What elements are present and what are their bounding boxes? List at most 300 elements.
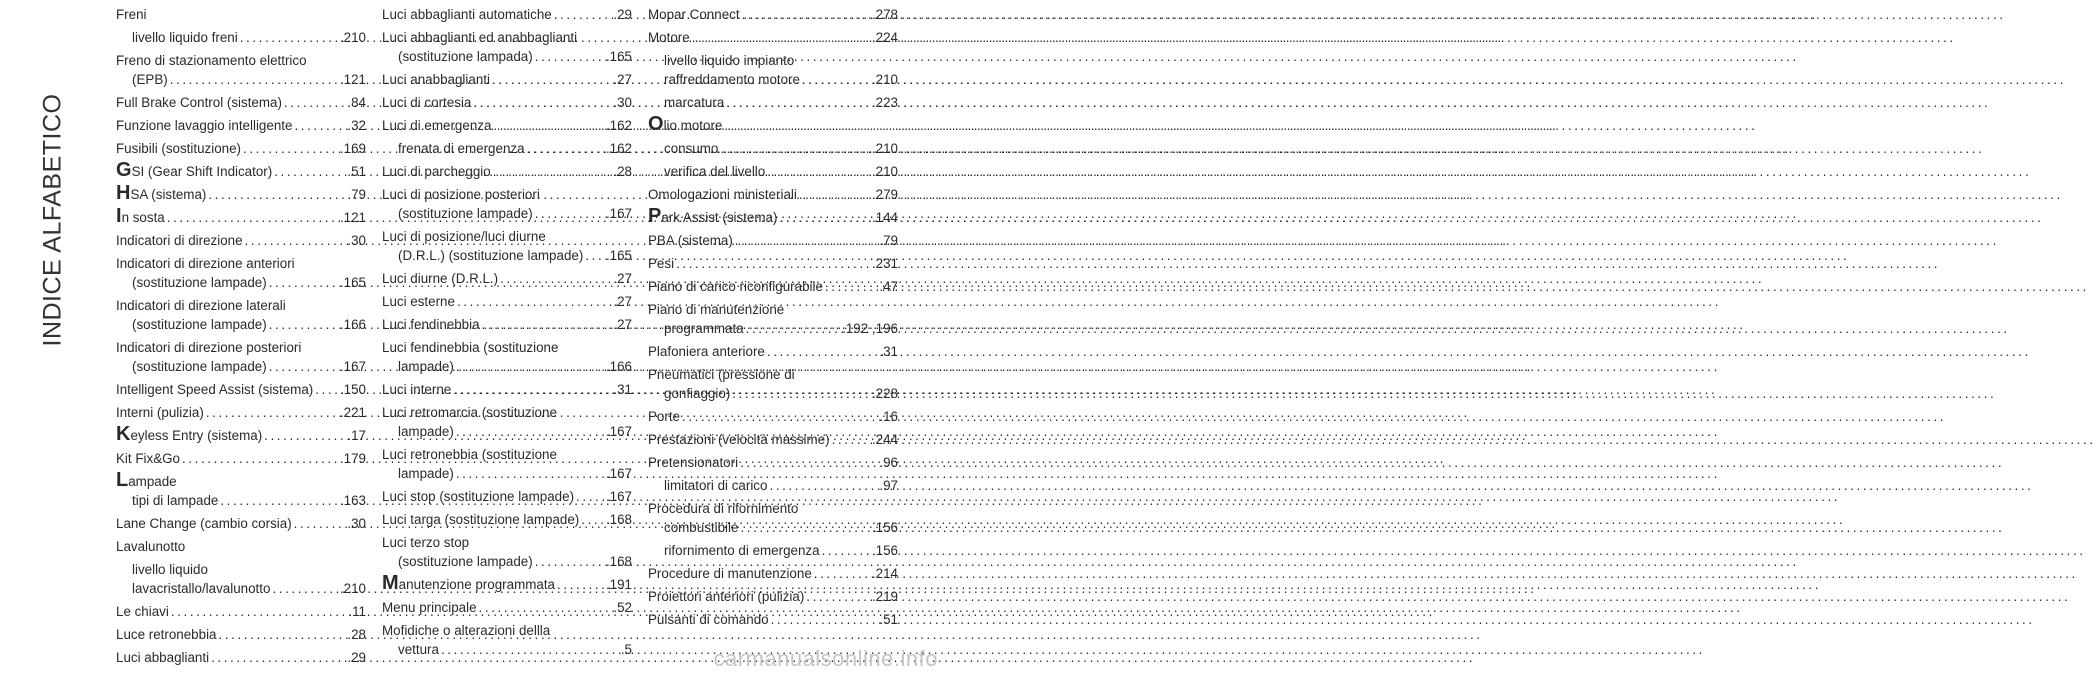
index-line xyxy=(648,93,898,112)
index-entry xyxy=(648,300,898,338)
index-line xyxy=(382,292,632,311)
index-line xyxy=(116,254,366,273)
entry-label: Luci abbaglianti automatiche xyxy=(382,7,552,22)
page-number: .278 xyxy=(871,7,898,22)
index-line xyxy=(648,453,898,472)
entry-text xyxy=(116,648,209,667)
dot-leader xyxy=(525,139,606,158)
index-entry xyxy=(116,423,366,445)
index-entry xyxy=(116,5,366,24)
index-entry xyxy=(116,51,366,89)
dot-leader xyxy=(206,185,347,204)
entry-text xyxy=(116,514,292,533)
page-number: .17 xyxy=(347,428,366,443)
entry-text xyxy=(116,51,307,70)
index-entry xyxy=(116,648,366,667)
entry-text xyxy=(382,572,555,594)
page-number: .47 xyxy=(879,279,898,294)
index-entry xyxy=(382,533,632,571)
index-line xyxy=(648,254,898,273)
dot-leader xyxy=(209,648,347,667)
index-line xyxy=(116,560,366,579)
index-line xyxy=(116,28,366,47)
entry-label: Piano di manutenzione xyxy=(648,302,785,317)
entry-text xyxy=(648,564,812,583)
entry-text xyxy=(398,552,533,571)
entry-label: (sostituzione lampade) xyxy=(132,317,267,332)
entry-text xyxy=(382,269,498,288)
index-entry xyxy=(116,116,366,135)
page-number: .167 xyxy=(605,206,632,221)
page-number: .27 xyxy=(613,271,632,286)
entry-text xyxy=(116,537,185,556)
index-line xyxy=(382,357,632,376)
section-initial: G xyxy=(116,159,132,181)
index-line xyxy=(116,231,366,250)
index-entry xyxy=(116,93,366,112)
entry-label: ampade xyxy=(128,474,177,489)
entry-text xyxy=(648,499,798,518)
dot-leader xyxy=(267,273,340,292)
entry-label: Prestazioni (velocità massime) xyxy=(648,432,830,447)
index-entry xyxy=(116,602,366,621)
index-line xyxy=(382,47,632,66)
entry-text xyxy=(648,365,795,384)
index-entry xyxy=(648,564,898,583)
index-line xyxy=(382,640,632,659)
entry-label: Proiettori anteriori (pulizia) xyxy=(648,589,805,604)
dot-leader xyxy=(490,70,613,89)
entry-label: Plafoniera anteriore xyxy=(648,344,765,359)
entry-text xyxy=(116,5,147,24)
entry-label: Freni xyxy=(116,7,147,22)
index-column-2 xyxy=(382,5,632,663)
dot-leader xyxy=(238,28,340,47)
entry-text xyxy=(116,254,295,273)
index-line xyxy=(648,205,898,227)
page-number: .121 xyxy=(339,210,366,225)
entry-label: Full Brake Control (sistema) xyxy=(116,95,282,110)
dot-leader xyxy=(480,315,614,334)
index-column-1 xyxy=(116,5,366,671)
index-entry xyxy=(648,162,898,181)
page-number: .210 xyxy=(339,30,366,45)
dot-leader xyxy=(552,5,614,24)
page-number: .96 xyxy=(879,455,898,470)
entry-label: Intelligent Speed Assist (sistema) xyxy=(116,382,314,397)
index-line xyxy=(116,205,366,227)
entry-text xyxy=(116,449,180,468)
section-initial: L xyxy=(116,469,129,491)
dot-leader xyxy=(282,93,347,112)
index-line xyxy=(648,319,898,338)
entry-text xyxy=(648,231,733,250)
entry-text xyxy=(398,139,525,158)
dot-leader xyxy=(765,162,872,181)
page-number: .192 ,196 xyxy=(842,321,898,336)
index-entry xyxy=(648,185,898,204)
dot-leader xyxy=(733,231,880,250)
entry-text xyxy=(132,560,208,579)
entry-text xyxy=(132,315,267,334)
entry-text xyxy=(382,28,577,47)
page-number: .144 xyxy=(871,210,898,225)
dot-leader xyxy=(744,319,843,338)
dot-leader xyxy=(555,575,606,594)
index-line xyxy=(648,541,898,560)
index-line xyxy=(116,273,366,292)
dot-leader xyxy=(292,514,348,533)
entry-text xyxy=(664,476,767,495)
page-number: .52 xyxy=(613,600,632,615)
index-line xyxy=(382,464,632,483)
entry-label: (EPB) xyxy=(132,72,168,87)
index-line xyxy=(382,338,632,357)
index-entry xyxy=(648,541,898,560)
index-line xyxy=(116,139,366,158)
dot-leader xyxy=(454,464,606,483)
page-number: .51 xyxy=(879,612,898,627)
entry-label: consumo xyxy=(664,141,719,156)
section-initial: O xyxy=(648,113,664,135)
index-line xyxy=(382,162,632,181)
page-number: .29 xyxy=(347,650,366,665)
section-initial: I xyxy=(116,205,122,227)
dot-leader xyxy=(680,407,879,426)
index-column-3 xyxy=(648,5,898,633)
entry-label: Luci fendinebbia xyxy=(382,317,480,332)
dot-leader xyxy=(455,292,613,311)
index-entry xyxy=(116,403,366,422)
entry-label: anutenzione programmata xyxy=(398,577,555,592)
entry-label: Luci di cortesia xyxy=(382,95,472,110)
entry-text xyxy=(132,491,218,510)
index-line xyxy=(382,28,632,47)
index-line xyxy=(648,365,898,384)
entry-label: marcatura xyxy=(664,95,725,110)
index-entry xyxy=(116,514,366,533)
entry-text xyxy=(382,5,552,24)
dot-leader xyxy=(491,162,614,181)
entry-text xyxy=(382,185,540,204)
index-entry xyxy=(382,162,632,181)
dot-leader xyxy=(451,380,613,399)
entry-text xyxy=(398,464,454,483)
entry-label: Porte xyxy=(648,409,681,424)
index-line xyxy=(116,403,366,422)
entry-label: lampade) xyxy=(398,359,454,374)
index-line xyxy=(116,357,366,376)
index-entry xyxy=(382,403,632,441)
entry-label: (sostituzione lampade) xyxy=(132,275,267,290)
index-entry xyxy=(648,342,898,361)
index-entry xyxy=(116,338,366,376)
dot-leader xyxy=(243,231,348,250)
index-entry xyxy=(382,185,632,223)
entry-label: Luci retromarcia (sostituzione xyxy=(382,405,557,420)
entry-text xyxy=(382,380,451,399)
page-number: .163 xyxy=(339,493,366,508)
entry-label: Pesi xyxy=(648,256,675,271)
entry-label: Pretensionatori xyxy=(648,455,739,470)
entry-label: Luci targa (sostituzione lampade) xyxy=(382,512,580,527)
page-number: .32 xyxy=(347,118,366,133)
entry-text xyxy=(648,5,740,24)
entry-label: Luci interne xyxy=(382,382,452,397)
index-line xyxy=(116,469,366,491)
index-line xyxy=(382,70,632,89)
dot-leader xyxy=(769,610,880,629)
entry-label: Funzione lavaggio intelligente xyxy=(116,118,293,133)
index-entry xyxy=(382,269,632,288)
index-line xyxy=(382,204,632,223)
dot-leader xyxy=(765,342,880,361)
dot-leader xyxy=(204,403,340,422)
entry-text xyxy=(132,28,238,47)
section-initial: H xyxy=(116,182,131,204)
dot-leader xyxy=(272,162,347,181)
page-number: .30 xyxy=(613,95,632,110)
page-number: .28 xyxy=(347,627,366,642)
index-entry xyxy=(382,380,632,399)
dot-leader xyxy=(804,587,872,606)
page-number: .191 xyxy=(605,577,632,592)
index-entry xyxy=(116,469,366,510)
index-line xyxy=(648,231,898,250)
dot-leader xyxy=(454,422,606,441)
index-entry xyxy=(382,5,632,24)
entry-label: tipi di lampade xyxy=(132,493,219,508)
entry-text xyxy=(648,300,784,319)
entry-label: (sostituzione lampade) xyxy=(398,554,533,569)
index-line xyxy=(116,602,366,621)
entry-text xyxy=(398,47,533,66)
index-entry xyxy=(648,453,898,472)
dot-leader xyxy=(267,315,340,334)
index-entry xyxy=(382,292,632,311)
index-line xyxy=(116,423,366,445)
index-line xyxy=(382,5,632,24)
page-number: .79 xyxy=(879,233,898,248)
entry-label: livello liquido freni xyxy=(132,30,238,45)
entry-text xyxy=(382,116,491,135)
index-entry xyxy=(648,139,898,158)
index-line xyxy=(382,533,632,552)
page-number: .31 xyxy=(879,344,898,359)
page-number: .221 xyxy=(339,405,366,420)
entry-text xyxy=(116,205,165,227)
entry-label: Procedura di rifornimento xyxy=(648,501,799,516)
page-number: .16 xyxy=(879,409,898,424)
index-line xyxy=(382,598,632,617)
entry-label: Freno di stazionamento elettrico xyxy=(116,53,307,68)
page-number: .156 xyxy=(871,543,898,558)
entry-text xyxy=(382,70,490,89)
entry-text xyxy=(132,273,267,292)
entry-label: Luci di parcheggio xyxy=(382,164,491,179)
index-entry xyxy=(382,227,632,265)
page-number: .156 xyxy=(871,520,898,535)
entry-label: Luce retronebbia xyxy=(116,627,217,642)
page-number: .210 xyxy=(339,581,366,596)
page-number: .210 xyxy=(871,141,898,156)
entry-label: Luci retronebbia (sostituzione xyxy=(382,447,557,462)
index-line xyxy=(382,227,632,246)
dot-leader xyxy=(169,602,349,621)
index-entry xyxy=(116,380,366,399)
index-entry xyxy=(648,430,898,449)
page-number: .244 xyxy=(871,432,898,447)
page-number: .165 xyxy=(339,275,366,290)
entry-text xyxy=(382,445,557,464)
index-entry xyxy=(116,254,366,292)
index-line xyxy=(116,182,366,204)
index-entry xyxy=(648,5,898,24)
page-number: .231 xyxy=(871,256,898,271)
index-line xyxy=(382,185,632,204)
index-entry xyxy=(382,598,632,617)
index-entry xyxy=(382,621,632,659)
dot-leader xyxy=(292,116,347,135)
index-entry xyxy=(648,499,898,537)
entry-label: eyless Entry (sistema) xyxy=(130,428,263,443)
entry-label: frenata di emergenza xyxy=(398,141,525,156)
page-number: .30 xyxy=(347,516,366,531)
entry-text xyxy=(116,423,263,445)
entry-text xyxy=(664,319,744,338)
page-number: .228 xyxy=(871,386,898,401)
page-number: .51 xyxy=(347,164,366,179)
entry-label: Indicatori di direzione anteriori xyxy=(116,256,295,271)
entry-text xyxy=(648,587,804,606)
entry-label: gonfiaggio) xyxy=(664,386,731,401)
entry-label: Omologazioni ministeriali xyxy=(648,187,797,202)
index-line xyxy=(382,510,632,529)
index-line xyxy=(116,491,366,510)
section-initial: M xyxy=(382,572,399,594)
index-entry xyxy=(382,510,632,529)
index-entry xyxy=(648,93,898,112)
dot-leader xyxy=(218,491,340,510)
section-initial: K xyxy=(116,423,131,445)
index-entry xyxy=(648,407,898,426)
dot-leader xyxy=(270,579,339,598)
dot-leader xyxy=(262,426,347,445)
entry-label: rifornimento di emergenza xyxy=(664,543,820,558)
entry-label: Mofidiche o alterazioni dellla xyxy=(382,623,551,638)
dot-leader xyxy=(812,564,872,583)
entry-label: Lavalunotto xyxy=(116,539,186,554)
entry-text xyxy=(132,70,168,89)
entry-label: Indicatori di direzione xyxy=(116,233,243,248)
index-entry xyxy=(648,476,898,495)
dot-leader xyxy=(674,254,872,273)
index-entry xyxy=(648,365,898,403)
page-number: .165 xyxy=(605,248,632,263)
index-entry xyxy=(648,587,898,606)
entry-text xyxy=(648,277,823,296)
entry-label: Indicatori di direzione posteriori xyxy=(116,340,302,355)
index-line xyxy=(382,380,632,399)
entry-label: combustibile xyxy=(664,520,739,535)
index-line xyxy=(648,300,898,319)
entry-text xyxy=(648,453,738,472)
entry-text xyxy=(398,640,439,659)
index-line xyxy=(382,621,632,640)
dot-leader xyxy=(718,139,872,158)
page-number: .167 xyxy=(605,489,632,504)
dot-leader xyxy=(477,598,614,617)
entry-text xyxy=(116,380,313,399)
entry-text xyxy=(116,338,301,357)
index-line xyxy=(648,384,898,403)
dot-leader xyxy=(533,552,606,571)
index-entry xyxy=(116,537,366,556)
dot-leader xyxy=(777,208,872,227)
entry-label: n sosta xyxy=(121,210,165,225)
dot-leader xyxy=(217,625,348,644)
entry-label: Luci abbaglianti xyxy=(116,650,210,665)
index-entry xyxy=(382,139,632,158)
entry-text xyxy=(648,407,680,426)
index-entry xyxy=(648,277,898,296)
dot-leader xyxy=(574,487,606,506)
index-entry xyxy=(116,231,366,250)
dot-leader xyxy=(823,277,879,296)
index-line xyxy=(382,139,632,158)
index-line xyxy=(648,5,898,24)
entry-text xyxy=(648,113,723,135)
index-line xyxy=(648,185,898,204)
page-number: .224 xyxy=(871,30,898,45)
index-line xyxy=(382,572,632,594)
index-line xyxy=(116,159,366,181)
index-entry xyxy=(382,315,632,334)
page-number: .167 xyxy=(605,424,632,439)
dot-leader xyxy=(830,430,872,449)
entry-label: Luci fendinebbia (sostituzione xyxy=(382,340,559,355)
index-line xyxy=(116,449,366,468)
entry-text xyxy=(132,579,270,598)
entry-label: lampade) xyxy=(398,466,454,481)
dot-leader xyxy=(797,185,872,204)
index-entry xyxy=(382,70,632,89)
index-entry xyxy=(116,296,366,334)
index-line xyxy=(648,139,898,158)
entry-text xyxy=(116,182,207,204)
entry-text xyxy=(664,70,800,89)
index-entry xyxy=(116,182,366,204)
entry-label: livello liquido impianto xyxy=(664,53,795,68)
page-number: .168 xyxy=(605,554,632,569)
dot-leader xyxy=(165,208,340,227)
entry-text xyxy=(382,227,546,246)
index-line xyxy=(648,587,898,606)
page-number: .27 xyxy=(613,72,632,87)
entry-label: Luci esterne xyxy=(382,294,455,309)
index-line xyxy=(382,116,632,135)
dot-leader xyxy=(738,518,872,537)
entry-text xyxy=(382,510,579,529)
entry-text xyxy=(116,93,282,112)
dot-leader xyxy=(738,453,879,472)
page-number: .214 xyxy=(871,566,898,581)
dot-leader xyxy=(533,47,606,66)
page-number: .166 xyxy=(339,317,366,332)
index-line xyxy=(116,51,366,70)
entry-text xyxy=(398,422,454,441)
entry-label: lio motore xyxy=(663,118,723,133)
